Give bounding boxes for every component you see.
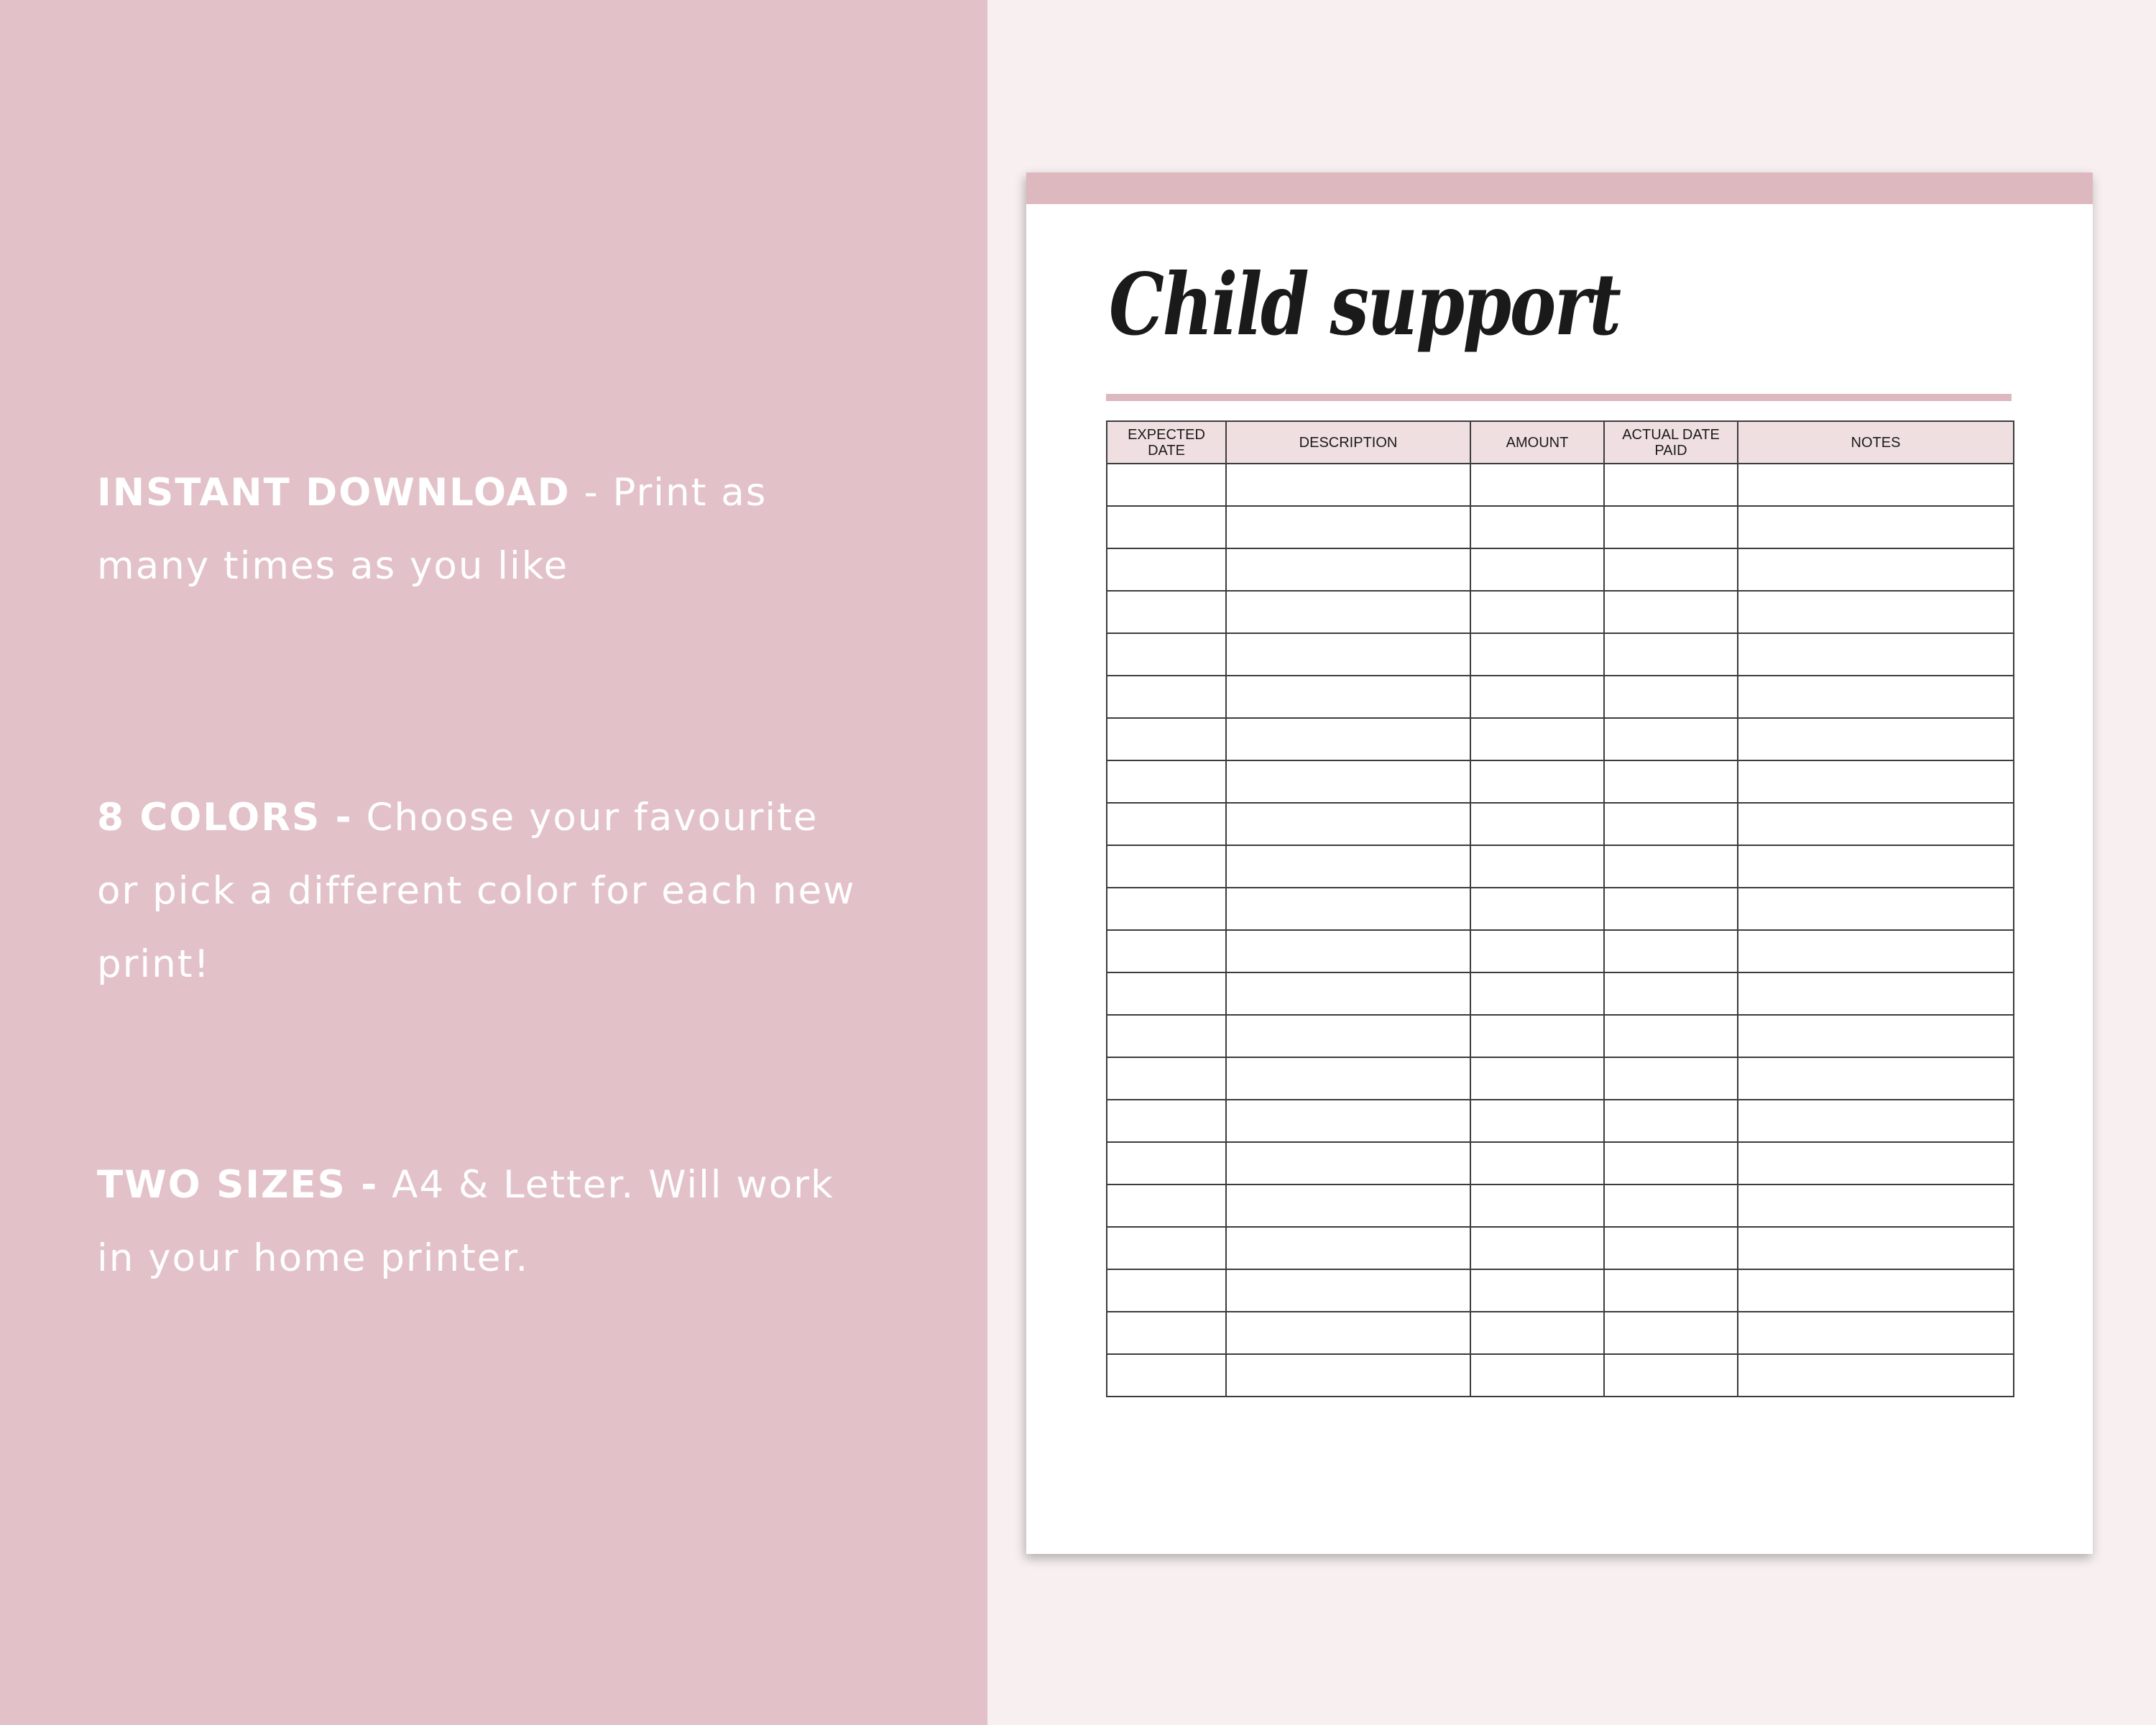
table-cell bbox=[1107, 930, 1226, 972]
table-cell bbox=[1107, 1312, 1226, 1354]
table-cell bbox=[1470, 1057, 1604, 1100]
table-cell bbox=[1470, 888, 1604, 930]
table-cell bbox=[1604, 1100, 1738, 1142]
table-cell bbox=[1226, 1100, 1470, 1142]
table-cell bbox=[1604, 760, 1738, 803]
table-cell bbox=[1226, 464, 1470, 506]
table-row bbox=[1107, 1015, 2014, 1057]
table-row bbox=[1107, 930, 2014, 972]
table-cell bbox=[1226, 803, 1470, 845]
page-top-band bbox=[1026, 172, 2093, 204]
table-cell bbox=[1226, 1354, 1470, 1397]
feature-text: - Print as many times as you like bbox=[97, 471, 768, 588]
table-row bbox=[1107, 1142, 2014, 1184]
table-cell bbox=[1107, 1057, 1226, 1100]
table-cell bbox=[1226, 888, 1470, 930]
table-cell bbox=[1470, 676, 1604, 718]
table-row bbox=[1107, 1184, 2014, 1227]
table-cell bbox=[1604, 464, 1738, 506]
table-cell bbox=[1604, 972, 1738, 1015]
table-cell bbox=[1470, 1015, 1604, 1057]
table-cell bbox=[1107, 1184, 1226, 1227]
table-row bbox=[1107, 676, 2014, 718]
table-cell bbox=[1738, 718, 2014, 760]
table-cell bbox=[1226, 760, 1470, 803]
table-cell bbox=[1604, 1184, 1738, 1227]
table-cell bbox=[1226, 1269, 1470, 1312]
table-cell bbox=[1738, 1015, 2014, 1057]
table-row bbox=[1107, 1269, 2014, 1312]
table-cell bbox=[1738, 803, 2014, 845]
table-row bbox=[1107, 972, 2014, 1015]
table-cell bbox=[1470, 633, 1604, 676]
table-row bbox=[1107, 1312, 2014, 1354]
table-cell bbox=[1226, 1227, 1470, 1269]
table-cell bbox=[1107, 1354, 1226, 1397]
table-row bbox=[1107, 718, 2014, 760]
table-cell bbox=[1107, 1100, 1226, 1142]
table-cell bbox=[1107, 1015, 1226, 1057]
table-cell bbox=[1604, 845, 1738, 888]
table-cell bbox=[1470, 760, 1604, 803]
table-row bbox=[1107, 633, 2014, 676]
table-cell bbox=[1107, 803, 1226, 845]
table-row bbox=[1107, 1354, 2014, 1397]
column-header-amount: AMOUNT bbox=[1470, 421, 1604, 464]
table-cell bbox=[1470, 1312, 1604, 1354]
payment-log-table bbox=[1106, 420, 2014, 1397]
table-cell bbox=[1107, 591, 1226, 633]
table-cell bbox=[1604, 506, 1738, 548]
table-cell bbox=[1604, 633, 1738, 676]
title-divider bbox=[1106, 394, 2012, 401]
feature-title: 8 COLORS - bbox=[97, 796, 353, 840]
table-cell bbox=[1226, 1312, 1470, 1354]
table-cell bbox=[1738, 888, 2014, 930]
table-cell bbox=[1604, 676, 1738, 718]
table-cell bbox=[1107, 1227, 1226, 1269]
table-row bbox=[1107, 845, 2014, 888]
table-cell bbox=[1604, 1354, 1738, 1397]
table-cell bbox=[1604, 718, 1738, 760]
table-cell bbox=[1470, 506, 1604, 548]
table-cell bbox=[1738, 591, 2014, 633]
table-row bbox=[1107, 506, 2014, 548]
feature-instant-download bbox=[97, 456, 859, 603]
table-cell bbox=[1470, 845, 1604, 888]
table-cell bbox=[1107, 845, 1226, 888]
table-cell bbox=[1107, 1142, 1226, 1184]
table-cell bbox=[1226, 1142, 1470, 1184]
table-row bbox=[1107, 760, 2014, 803]
table-cell bbox=[1107, 1269, 1226, 1312]
table-row bbox=[1107, 1227, 2014, 1269]
table-cell bbox=[1738, 1227, 2014, 1269]
table-cell bbox=[1226, 633, 1470, 676]
table-row bbox=[1107, 803, 2014, 845]
left-panel bbox=[0, 0, 987, 1725]
table-cell bbox=[1738, 676, 2014, 718]
feature-colors bbox=[97, 781, 859, 1001]
table-cell bbox=[1107, 633, 1226, 676]
table-cell bbox=[1604, 1227, 1738, 1269]
table-cell bbox=[1738, 1100, 2014, 1142]
column-header-expected-date: EXPECTED DATE bbox=[1107, 421, 1226, 464]
page-title: Child support bbox=[1109, 254, 1620, 354]
table-row bbox=[1107, 548, 2014, 591]
table-row bbox=[1107, 888, 2014, 930]
table-cell bbox=[1470, 1142, 1604, 1184]
table-cell bbox=[1470, 972, 1604, 1015]
table-cell bbox=[1470, 548, 1604, 591]
table-cell bbox=[1738, 930, 2014, 972]
table-cell bbox=[1604, 1057, 1738, 1100]
table-cell bbox=[1226, 548, 1470, 591]
table-cell bbox=[1107, 972, 1226, 1015]
table-cell bbox=[1604, 1142, 1738, 1184]
table-cell bbox=[1226, 591, 1470, 633]
table-cell bbox=[1738, 506, 2014, 548]
table-cell bbox=[1738, 760, 2014, 803]
table-cell bbox=[1107, 888, 1226, 930]
table-cell bbox=[1738, 972, 2014, 1015]
column-header-description: DESCRIPTION bbox=[1226, 421, 1470, 464]
table-cell bbox=[1107, 464, 1226, 506]
column-header-notes: NOTES bbox=[1738, 421, 2014, 464]
table-cell bbox=[1604, 803, 1738, 845]
table-cell bbox=[1738, 1312, 2014, 1354]
column-header-actual-date-paid: ACTUAL DATE PAID bbox=[1604, 421, 1738, 464]
table-cell bbox=[1738, 1142, 2014, 1184]
table-cell bbox=[1604, 1269, 1738, 1312]
table-body bbox=[1107, 464, 2014, 1397]
table-cell bbox=[1226, 1184, 1470, 1227]
table-cell bbox=[1226, 1057, 1470, 1100]
table-cell bbox=[1226, 972, 1470, 1015]
table-cell bbox=[1107, 676, 1226, 718]
table-cell bbox=[1107, 760, 1226, 803]
table-cell bbox=[1107, 506, 1226, 548]
table-row bbox=[1107, 464, 2014, 506]
feature-text: A4 & Letter. Will work in your home printer. bbox=[97, 1163, 834, 1280]
table-cell bbox=[1738, 1269, 2014, 1312]
table-cell bbox=[1226, 718, 1470, 760]
table-cell bbox=[1226, 1015, 1470, 1057]
table-cell bbox=[1470, 803, 1604, 845]
table-cell bbox=[1226, 845, 1470, 888]
table-cell bbox=[1738, 633, 2014, 676]
table-cell bbox=[1470, 464, 1604, 506]
table-cell bbox=[1604, 591, 1738, 633]
table-cell bbox=[1470, 1269, 1604, 1312]
table-cell bbox=[1470, 1184, 1604, 1227]
table-row bbox=[1107, 1057, 2014, 1100]
table-row bbox=[1107, 1100, 2014, 1142]
table-cell bbox=[1604, 930, 1738, 972]
table-cell bbox=[1226, 676, 1470, 718]
table-cell bbox=[1738, 464, 2014, 506]
table-cell bbox=[1107, 718, 1226, 760]
table-cell bbox=[1604, 1312, 1738, 1354]
table-cell bbox=[1738, 1057, 2014, 1100]
feature-title: TWO SIZES - bbox=[97, 1163, 379, 1207]
table-cell bbox=[1738, 548, 2014, 591]
table-row bbox=[1107, 591, 2014, 633]
feature-sizes bbox=[97, 1149, 859, 1295]
table-cell bbox=[1604, 1015, 1738, 1057]
table-cell bbox=[1470, 930, 1604, 972]
table-cell bbox=[1470, 591, 1604, 633]
table-cell bbox=[1226, 930, 1470, 972]
table-cell bbox=[1738, 845, 2014, 888]
table-cell bbox=[1604, 548, 1738, 591]
table-cell bbox=[1604, 888, 1738, 930]
table-header-row bbox=[1107, 421, 2014, 464]
table-cell bbox=[1107, 548, 1226, 591]
table-cell bbox=[1226, 506, 1470, 548]
printable-page bbox=[1026, 172, 2093, 1554]
feature-text: Choose your favourite or pick a different color for each new print! bbox=[97, 796, 856, 986]
table-cell bbox=[1738, 1184, 2014, 1227]
feature-title: INSTANT DOWNLOAD bbox=[97, 471, 571, 515]
table-cell bbox=[1470, 718, 1604, 760]
table-cell bbox=[1470, 1227, 1604, 1269]
table-cell bbox=[1738, 1354, 2014, 1397]
table-cell bbox=[1470, 1100, 1604, 1142]
table-cell bbox=[1470, 1354, 1604, 1397]
